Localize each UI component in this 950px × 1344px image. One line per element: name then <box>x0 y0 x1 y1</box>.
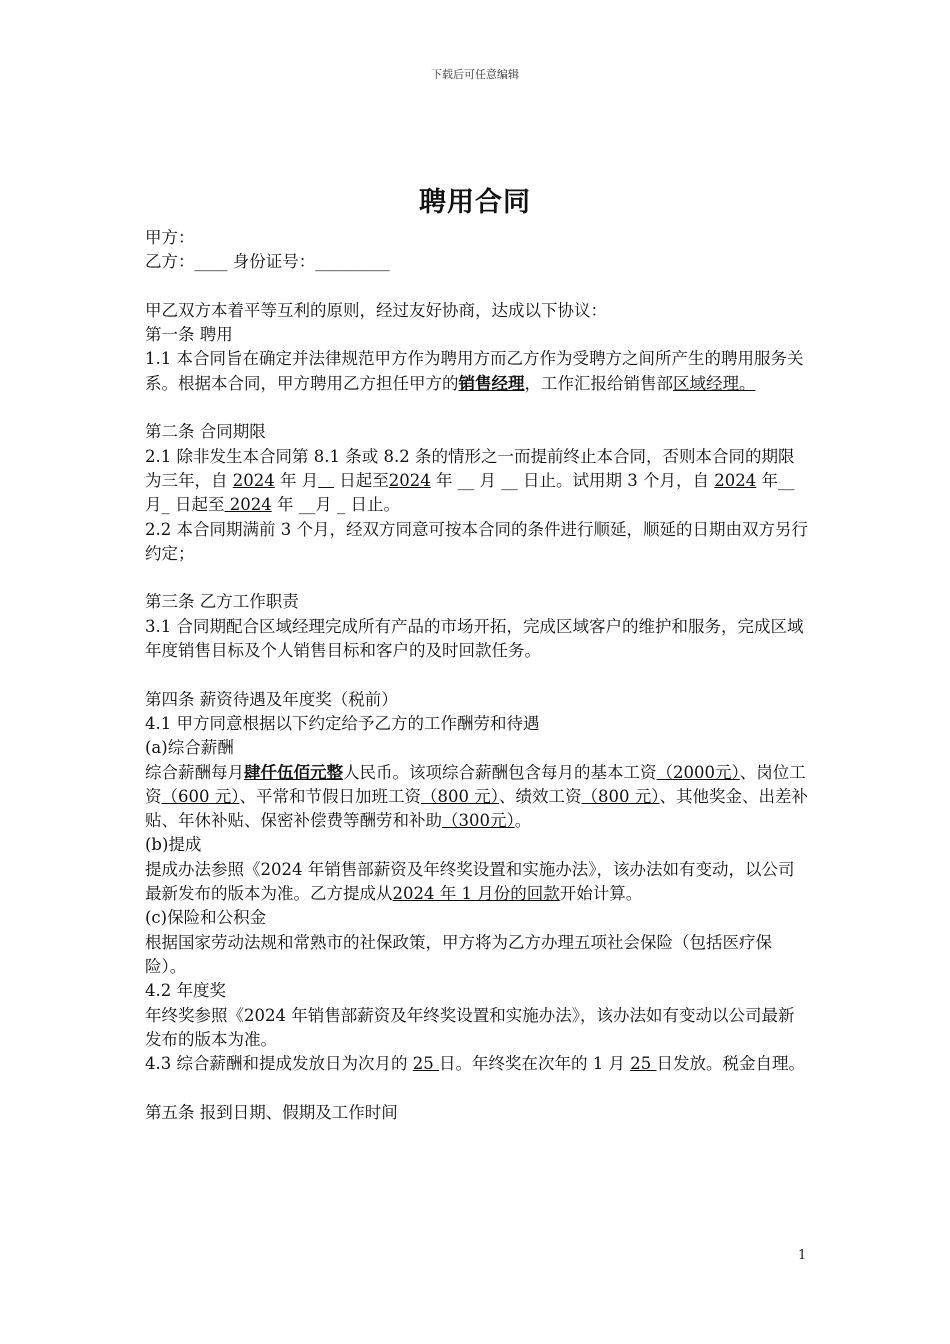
document-body <box>145 226 810 1125</box>
clause-text: 开始计算。 <box>559 884 643 904</box>
article-2-clause-2: 2.2 本合同期满前 3 个月，经双方同意可按本合同的条件进行顺延，顺延的日期由双方另行约定； <box>145 519 808 563</box>
party-a-line: 甲方： <box>145 228 195 247</box>
section-b-text <box>145 858 810 907</box>
probation-end-year: 2024 <box>224 495 272 515</box>
clause-text: 年 __ 月 __ 日止。试用期 3 个月，自 <box>430 470 715 490</box>
article-4-clause-3 <box>145 1052 810 1076</box>
clause-text: 、岗位工资 <box>145 762 806 806</box>
article-1-clause-1 <box>145 347 810 396</box>
clause-text: 年__月_ 日起至 <box>145 470 795 515</box>
section-a-text <box>145 761 810 834</box>
section-c-text: 根据国家劳动法规和常熟市的社保政策，甲方将为乙方办理五项社会保险（包括医疗保险）。 <box>145 932 772 976</box>
clause-text: 、其他奖金、出差补贴、年休补贴、保密补偿费等酬劳和补助 <box>145 786 808 831</box>
party-b-line <box>145 250 810 274</box>
document-title: 聘用合同 <box>419 187 531 218</box>
page-header-note: 下载后可任意编辑 <box>431 68 519 81</box>
party-b-blank: ____ <box>194 252 228 272</box>
article-3-heading: 第三条 乙方工作职责 <box>145 592 299 612</box>
article-4-clause-2-text: 年终奖参照《2024 年销售部薪资及年终奖设置和实施办法》，该办法如有变动以公司最新发布的版本为准。 <box>145 1005 795 1049</box>
clause-text: 、平常和节假日加班工资 <box>239 786 421 806</box>
article-3-clause-1: 3.1 合同期配合区域经理完成所有产品的市场开拓，完成区域客户的维护和服务，完成区域年度销售目标及个人销售目标和客户的及时回款任务。 <box>145 616 804 661</box>
clause-text: 。 <box>514 811 532 831</box>
performance-pay: （800 元） <box>581 786 660 806</box>
clause-text: 4.3 综合薪酬和提成发放日为次月的 <box>145 1054 413 1074</box>
article-5-heading: 第五条 报到日期、假期及工作时间 <box>145 1102 398 1122</box>
clause-text: 年 月 <box>274 470 319 490</box>
clause-text: 、绩效工资 <box>499 786 582 806</box>
basic-salary: （2000元） <box>656 762 740 782</box>
bonus-day: 25 <box>630 1054 657 1074</box>
intro-paragraph: 甲乙双方本着平等互利的原则，经过友好协商，达成以下协议： <box>145 300 607 320</box>
other-allowance: （300元） <box>442 811 515 831</box>
clause-text: 年 __月 _ 日止。 <box>271 495 400 515</box>
article-1-heading: 第一条 聘用 <box>145 325 233 345</box>
overtime-pay: （800 元） <box>421 786 499 806</box>
article-2-clause-1 <box>145 445 810 518</box>
clause-text: ，工作汇报给销售部 <box>524 373 673 393</box>
clause-text: 日起至 <box>334 470 389 490</box>
start-year: 2024 <box>232 470 275 490</box>
start-month-blank <box>318 471 334 490</box>
article-4-clause-2-title: 4.2 年度奖 <box>145 981 226 1001</box>
pay-day: 25 <box>412 1054 439 1074</box>
party-b-label: 乙方： <box>145 252 195 272</box>
id-number-label: 身份证号： <box>227 252 316 272</box>
position-title: 销售经理 <box>458 373 525 393</box>
post-salary: （600 元） <box>161 786 240 806</box>
section-a-title: (a)综合薪酬 <box>145 738 234 758</box>
article-4-heading: 第四条 薪资待遇及年度奖（税前） <box>145 689 398 709</box>
clause-text: 综合薪酬每月 <box>145 762 244 782</box>
clause-text: 日。年终奖在次年的 1 月 <box>438 1054 631 1074</box>
section-c-title: (c)保险和公积金 <box>145 908 267 928</box>
page-number: 1 <box>798 1248 807 1263</box>
report-to: 区域经理。 <box>673 373 756 393</box>
article-4-clause-1: 4.1 甲方同意根据以下约定给予乙方的工作酬劳和待遇 <box>145 713 540 733</box>
end-year: 2024 <box>388 470 431 490</box>
clause-text: 提成办法参照《2024 年销售部薪资及年终奖设置和实施办法》，该办法如有变动，以公司最新发布的版本为准。乙方提成从 <box>145 859 795 904</box>
id-number-blank: _________ <box>315 252 390 272</box>
probation-start-year: 2024 <box>714 470 757 490</box>
salary-amount: 肆仟伍佰元整 <box>244 762 343 782</box>
clause-text: 日发放。税金自理。 <box>656 1054 805 1074</box>
clause-text: 1.1 本合同旨在确定并法律规范甲方作为聘用方而乙方作为受聘方之间所产生的聘用服务关系。根据本合同，甲方聘用乙方担任甲方的 <box>145 349 804 393</box>
commission-start: 2024 年 1 月份的回款 <box>392 884 560 904</box>
clause-text: 2.1 除非发生本合同第 8.1 条或 8.2 条的情形之一而提前终止本合同，否则本合同的期限为三年，自 <box>145 446 795 490</box>
section-b-title: (b)提成 <box>145 835 202 855</box>
clause-text: 人民币。该项综合薪酬包含每月的基本工资 <box>343 762 657 782</box>
article-2-heading: 第二条 合同期限 <box>145 422 266 442</box>
